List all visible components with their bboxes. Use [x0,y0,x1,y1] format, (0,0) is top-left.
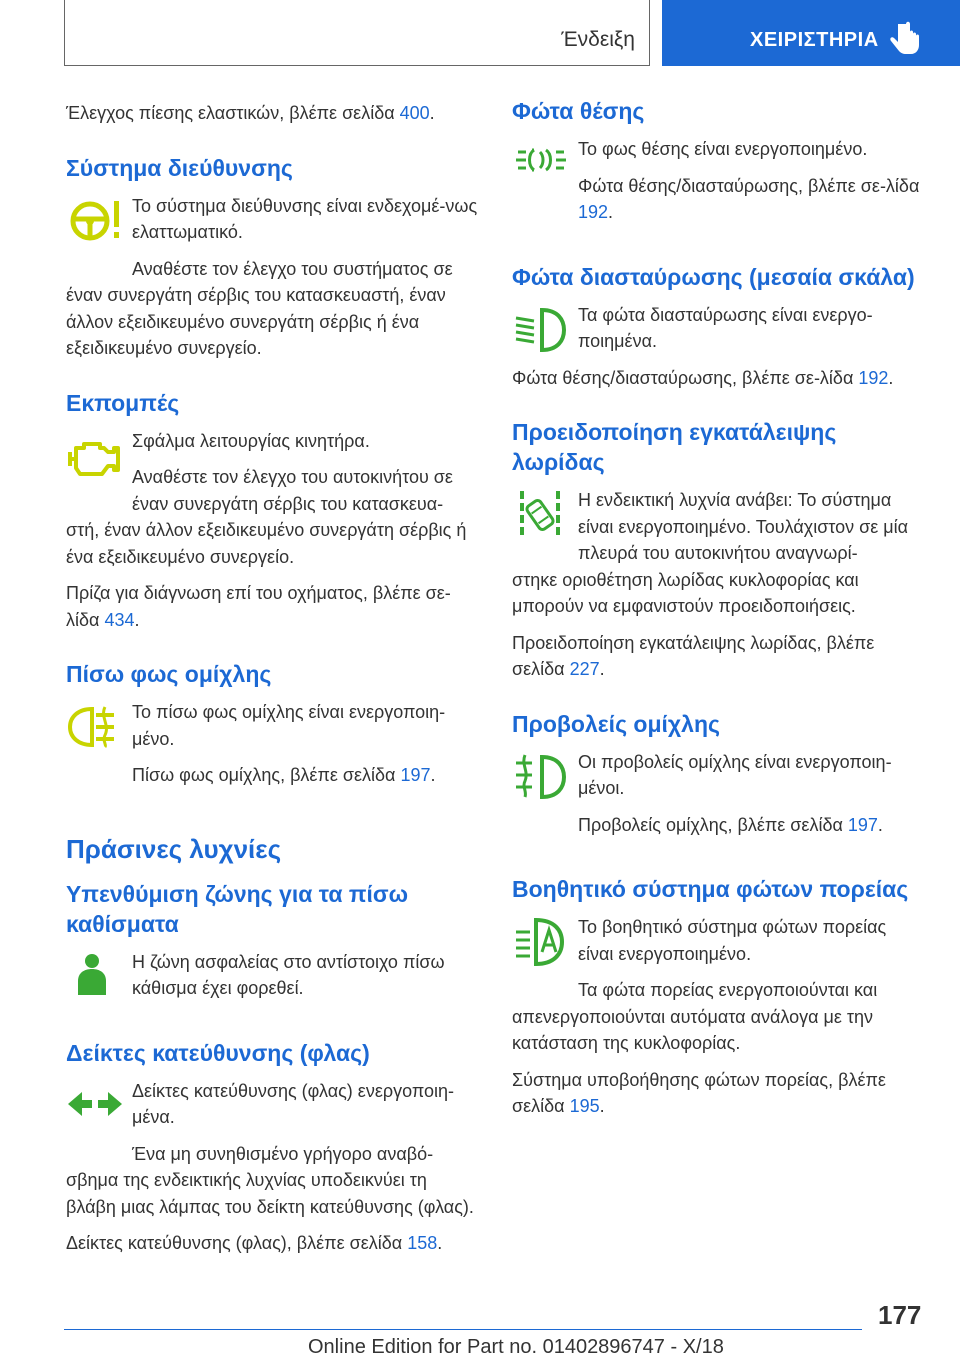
page-link-227[interactable]: 227 [569,659,600,679]
front-fog-text-2: Προβολείς ομίχλης, βλέπε σελίδα 197. [578,814,883,835]
low-beam-text-2: Φώτα θέσης/διασταύρωσης, βλέπε σε-λίδα 192. [512,367,894,388]
lane-text-2: Προειδοποίηση εγκατάλειψης λωρίδας, βλέπε σελίδα 227. [512,632,875,679]
right-column [512,96,926,1130]
heading-rear-fog: Πίσω φως ομίχλης [66,661,272,687]
page-link-197-b[interactable]: 197 [847,814,878,835]
front-fog-text-1: Οι προβολείς ομίχλης είναι ενεργοποιη-μένοι. [578,751,892,798]
parking-lights-icon [512,138,570,188]
steering-warning-icon [66,195,124,245]
seat-occupant-icon [66,951,124,1001]
turn-text-2: σβημα της ενδεικτικής λυχνίας υποδεικνύει τη βλάβη μιας λάμπας του δείκτη κατεύθυνσης (φλας). [66,1170,474,1217]
emissions-text-2a: Αναθέστε τον έλεγχο του αυτοκινήτου σε έναν συνεργάτη σέρβις του κατασκευα- [132,467,453,514]
heading-turn-signals: Δείκτες κατεύθυνσης (φλας) [66,1039,370,1066]
parking-text-2: Φώτα θέσης/διασταύρωσης, βλέπε σε-λίδα 192. [578,175,920,222]
lane-departure-icon [512,489,570,539]
hand-pointer-icon [887,20,921,56]
page-number: 177 [878,1300,922,1330]
heading-lane-departure: Προειδοποίηση εγκατάλειψης λωρίδας [512,419,837,475]
emissions-text-3: Πρίζα για διάγνωση επί του οχήματος, βλέπε σε-λίδα 434. [66,583,451,630]
page-link-158[interactable]: 158 [407,1233,438,1253]
front-fog-light-icon [512,751,570,801]
engine-icon [66,430,124,480]
intro-paragraph: Έλεγχος πίεσης ελαστικών, βλέπε σελίδα 400. [66,103,435,123]
heading-emissions: Εκπομπές [66,389,180,416]
steering-text-1: Το σύστημα διεύθυνσης είναι ενδεχομέ-νως ελαττωματικό. [132,195,478,242]
high-beam-text-2: απενεργοποιούνται αυτόματα ανάλογα με την κατάσταση της κυκλοφορίας. [512,1006,874,1053]
rear-fog-text-2: Πίσω φως ομίχλης, βλέπε σελίδα 197. [132,765,436,785]
page-link-192[interactable]: 192 [578,202,609,222]
header-chapter-tab[interactable] [662,0,960,66]
turn-text-3: Δείκτες κατεύθυνσης (φλας), βλέπε σελίδα 158. [66,1233,443,1253]
turn-text-1: Δείκτες κατεύθυνσης (φλας) ενεργοποιη-μένα. [132,1080,455,1127]
heading-low-beam: Φώτα διασταύρωσης (μεσαία σκάλα) [512,263,915,290]
low-beam-text-1: Τα φώτα διασταύρωσης είναι ενεργο-ποιημένα. [578,304,873,351]
steering-text-2: έναν συνεργάτη σέρβις του κατασκευαστή, έναν άλλον εξειδικευμένο συνεργάτη σέρβις ή ένα εξειδικευμένο συνεργείο. [66,285,446,358]
seatbelt-text-1: Η ζώνη ασφαλείας στο αντίστοιχο πίσω κάθισμα έχει φορεθεί. [132,951,445,998]
heading-steering: Σύστημα διεύθυνσης [66,154,293,181]
header-chapter-title: ΧΕΙΡΙΣΤΗΡΙΑ [750,29,879,51]
steering-text-2a: Αναθέστε τον έλεγχο του συστήματος σε [132,258,453,279]
high-beam-text-3: Σύστημα υποβοήθησης φώτων πορείας, βλέπε σελίδα 195. [512,1069,886,1116]
rear-fog-text-1: Το πίσω φως ομίχλης είναι ενεργοποιη-μένο. [132,702,446,749]
low-beam-icon [512,304,570,354]
left-column [66,100,480,1267]
turn-text-2a: Ένα μη συνηθισμένο γρήγορο αναβό- [132,1143,434,1164]
heading-parking-lights: Φώτα θέσης [512,98,645,124]
turn-signal-arrows-icon [66,1080,124,1130]
footer-edition: Online Edition for Part no. 01402896747 - X/18 [308,1336,724,1358]
header-section-title: Ένδειξη [561,28,635,51]
page-link-192-b[interactable]: 192 [858,367,889,388]
heading-green-lights: Πράσινες λυχνίες [66,833,282,864]
lane-text-1: στηκε οριοθέτηση λωρίδας κυκλοφορίας και μπορούν να εμφανιστούν προειδοποιήσεις. [512,569,859,616]
lane-text-1a: Η ενδεικτική λυχνία ανάβει: Το σύστημα είναι ενεργοποιημένο. Τουλάχιστον σε μία πλευρά του αυτοκινήτου αναγνωρί- [578,490,909,563]
page-link-197[interactable]: 197 [400,765,431,785]
footer-rule [64,1329,862,1330]
page-link-195[interactable]: 195 [569,1096,600,1116]
high-beam-assistant-icon [512,916,570,966]
heading-front-fog: Προβολείς ομίχλης [512,710,720,737]
emissions-text-2: στή, έναν άλλον εξειδικευμένο συνεργάτη σέρβις ή ένα εξειδικευμένο συνεργείο. [66,520,467,567]
page-link-434[interactable]: 434 [104,609,135,630]
high-beam-text-2a: Τα φώτα πορείας ενεργοποιούνται και [578,980,878,1000]
high-beam-text-1: Το βοηθητικό σύστημα φώτων πορείας είναι ενεργοποιημένο. [578,917,887,964]
header-section-box [64,0,650,66]
rear-fog-light-icon [66,701,124,751]
parking-text-1: Το φως θέσης είναι ενεργοποιημένο. [578,139,868,159]
emissions-text-1: Σφάλμα λειτουργίας κινητήρα. [132,430,370,451]
page-link-400[interactable]: 400 [399,103,430,123]
heading-seatbelt: Υπενθύμιση ζώνης για τα πίσω καθίσματα [66,880,409,937]
heading-high-beam-assistant: Βοηθητικό σύστημα φώτων πορείας [512,876,909,902]
